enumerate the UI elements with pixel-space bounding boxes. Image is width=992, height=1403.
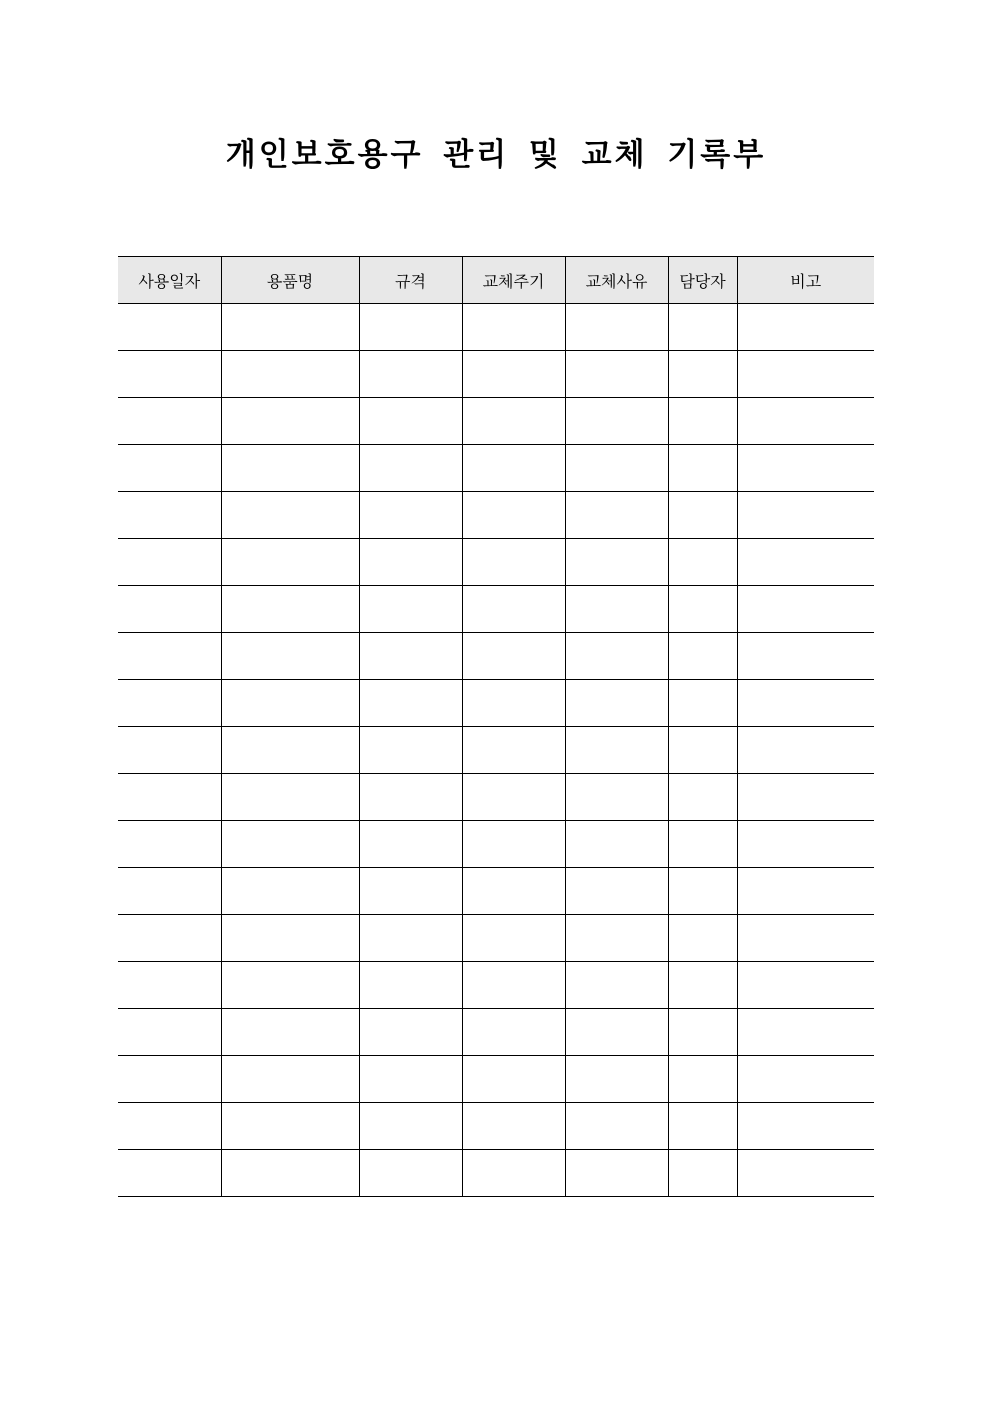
remarks-cell (737, 868, 874, 915)
replacement-cycle-cell (462, 398, 565, 445)
item-name-cell (221, 962, 359, 1009)
remarks-cell (737, 1150, 874, 1197)
table-row (118, 774, 874, 821)
item-name-cell (221, 868, 359, 915)
replacement-cycle-cell (462, 1056, 565, 1103)
table-row (118, 1056, 874, 1103)
item-name-cell (221, 821, 359, 868)
remarks-cell (737, 962, 874, 1009)
item-name-cell (221, 539, 359, 586)
date-of-use-cell (118, 351, 221, 398)
date-of-use-cell (118, 304, 221, 351)
person-in-charge-cell (668, 915, 737, 962)
column-header-replacement-cycle: 교체주기 (462, 257, 565, 304)
specification-cell (359, 1150, 462, 1197)
replacement-reason-cell (565, 915, 668, 962)
date-of-use-cell (118, 915, 221, 962)
replacement-reason-cell (565, 633, 668, 680)
remarks-cell (737, 1103, 874, 1150)
replacement-cycle-cell (462, 351, 565, 398)
remarks-cell (737, 1009, 874, 1056)
date-of-use-cell (118, 586, 221, 633)
date-of-use-cell (118, 445, 221, 492)
remarks-cell (737, 680, 874, 727)
table-row (118, 633, 874, 680)
replacement-reason-cell (565, 398, 668, 445)
person-in-charge-cell (668, 868, 737, 915)
item-name-cell (221, 445, 359, 492)
column-header-item-name: 용품명 (221, 257, 359, 304)
column-header-specification: 규격 (359, 257, 462, 304)
replacement-reason-cell (565, 821, 668, 868)
item-name-cell (221, 1056, 359, 1103)
specification-cell (359, 962, 462, 1009)
date-of-use-cell (118, 868, 221, 915)
table-row (118, 398, 874, 445)
table-row (118, 962, 874, 1009)
replacement-cycle-cell (462, 304, 565, 351)
replacement-reason-cell (565, 774, 668, 821)
specification-cell (359, 633, 462, 680)
specification-cell (359, 1009, 462, 1056)
specification-cell (359, 1103, 462, 1150)
remarks-cell (737, 445, 874, 492)
item-name-cell (221, 1009, 359, 1056)
date-of-use-cell (118, 680, 221, 727)
column-header-date-of-use: 사용일자 (118, 257, 221, 304)
table-row (118, 821, 874, 868)
page-title: 개인보호용구 관리 및 교체 기록부 (225, 137, 767, 173)
person-in-charge-cell (668, 680, 737, 727)
replacement-cycle-cell (462, 962, 565, 1009)
replacement-cycle-cell (462, 492, 565, 539)
person-in-charge-cell (668, 727, 737, 774)
item-name-cell (221, 304, 359, 351)
specification-cell (359, 680, 462, 727)
replacement-reason-cell (565, 680, 668, 727)
specification-cell (359, 351, 462, 398)
date-of-use-cell (118, 821, 221, 868)
replacement-reason-cell (565, 492, 668, 539)
replacement-cycle-cell (462, 1150, 565, 1197)
replacement-cycle-cell (462, 868, 565, 915)
replacement-cycle-cell (462, 539, 565, 586)
replacement-cycle-cell (462, 445, 565, 492)
item-name-cell (221, 1103, 359, 1150)
remarks-cell (737, 633, 874, 680)
replacement-cycle-cell (462, 915, 565, 962)
person-in-charge-cell (668, 351, 737, 398)
person-in-charge-cell (668, 304, 737, 351)
column-header-replacement-reason: 교체사유 (565, 257, 668, 304)
person-in-charge-cell (668, 539, 737, 586)
item-name-cell (221, 492, 359, 539)
remarks-cell (737, 492, 874, 539)
replacement-cycle-cell (462, 586, 565, 633)
column-header-person-in-charge: 담당자 (668, 257, 737, 304)
header-row (118, 257, 874, 304)
replacement-cycle-cell (462, 774, 565, 821)
person-in-charge-cell (668, 445, 737, 492)
person-in-charge-cell (668, 1150, 737, 1197)
item-name-cell (221, 398, 359, 445)
replacement-reason-cell (565, 1103, 668, 1150)
replacement-cycle-cell (462, 1103, 565, 1150)
remarks-cell (737, 821, 874, 868)
remarks-cell (737, 398, 874, 445)
replacement-cycle-cell (462, 680, 565, 727)
specification-cell (359, 445, 462, 492)
item-name-cell (221, 915, 359, 962)
replacement-reason-cell (565, 304, 668, 351)
specification-cell (359, 727, 462, 774)
specification-cell (359, 398, 462, 445)
specification-cell (359, 868, 462, 915)
table-row (118, 539, 874, 586)
replacement-reason-cell (565, 351, 668, 398)
date-of-use-cell (118, 1103, 221, 1150)
person-in-charge-cell (668, 1056, 737, 1103)
remarks-cell (737, 304, 874, 351)
replacement-reason-cell (565, 962, 668, 1009)
item-name-cell (221, 633, 359, 680)
replacement-reason-cell (565, 1009, 668, 1056)
item-name-cell (221, 351, 359, 398)
remarks-cell (737, 539, 874, 586)
table-row (118, 586, 874, 633)
specification-cell (359, 304, 462, 351)
person-in-charge-cell (668, 774, 737, 821)
table-row (118, 304, 874, 351)
person-in-charge-cell (668, 821, 737, 868)
replacement-reason-cell (565, 1150, 668, 1197)
person-in-charge-cell (668, 962, 737, 1009)
date-of-use-cell (118, 727, 221, 774)
date-of-use-cell (118, 1009, 221, 1056)
person-in-charge-cell (668, 1009, 737, 1056)
person-in-charge-cell (668, 586, 737, 633)
table-row (118, 1103, 874, 1150)
column-header-remarks: 비고 (737, 257, 874, 304)
table-row (118, 445, 874, 492)
table-row (118, 680, 874, 727)
replacement-cycle-cell (462, 633, 565, 680)
person-in-charge-cell (668, 633, 737, 680)
remarks-cell (737, 727, 874, 774)
table-row (118, 351, 874, 398)
table-row (118, 492, 874, 539)
replacement-reason-cell (565, 1056, 668, 1103)
table-row (118, 727, 874, 774)
date-of-use-cell (118, 774, 221, 821)
remarks-cell (737, 915, 874, 962)
date-of-use-cell (118, 539, 221, 586)
replacement-cycle-cell (462, 727, 565, 774)
remarks-cell (737, 586, 874, 633)
person-in-charge-cell (668, 1103, 737, 1150)
specification-cell (359, 1056, 462, 1103)
person-in-charge-cell (668, 492, 737, 539)
table-row (118, 1150, 874, 1197)
date-of-use-cell (118, 492, 221, 539)
replacement-reason-cell (565, 727, 668, 774)
specification-cell (359, 821, 462, 868)
item-name-cell (221, 586, 359, 633)
person-in-charge-cell (668, 398, 737, 445)
specification-cell (359, 586, 462, 633)
table-row (118, 868, 874, 915)
record-table (118, 256, 874, 1197)
date-of-use-cell (118, 1056, 221, 1103)
remarks-cell (737, 774, 874, 821)
date-of-use-cell (118, 398, 221, 445)
specification-cell (359, 492, 462, 539)
replacement-cycle-cell (462, 1009, 565, 1056)
replacement-cycle-cell (462, 821, 565, 868)
specification-cell (359, 539, 462, 586)
remarks-cell (737, 351, 874, 398)
replacement-reason-cell (565, 586, 668, 633)
item-name-cell (221, 727, 359, 774)
item-name-cell (221, 774, 359, 821)
replacement-reason-cell (565, 868, 668, 915)
date-of-use-cell (118, 1150, 221, 1197)
replacement-reason-cell (565, 445, 668, 492)
replacement-reason-cell (565, 539, 668, 586)
item-name-cell (221, 680, 359, 727)
date-of-use-cell (118, 962, 221, 1009)
remarks-cell (737, 1056, 874, 1103)
table-body (118, 304, 874, 1197)
table-row (118, 1009, 874, 1056)
table-row (118, 915, 874, 962)
item-name-cell (221, 1150, 359, 1197)
specification-cell (359, 915, 462, 962)
date-of-use-cell (118, 633, 221, 680)
specification-cell (359, 774, 462, 821)
